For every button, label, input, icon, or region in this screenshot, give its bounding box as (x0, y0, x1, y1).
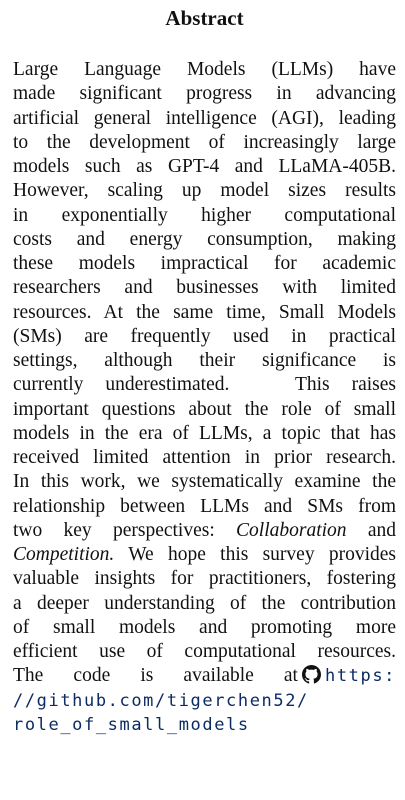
github-icon[interactable] (302, 665, 321, 684)
abstract-line: valuable insights for practitioners, fostering (13, 568, 396, 590)
abstract-line: of small models and promoting more (13, 616, 396, 638)
abstract-line: in exponentially higher computational (13, 204, 396, 226)
perspective-competition: Competition. (13, 544, 115, 565)
abstract-line: models in the era of LLMs, a topic that has (13, 422, 396, 444)
abstract-line: currently underestimated. This raises (13, 374, 396, 396)
abstract-line: received limited attention in prior research. (13, 447, 396, 468)
code-url-part3[interactable]: role_of_small_models (13, 714, 250, 735)
abstract-body (13, 58, 396, 737)
abstract-line: models such as GPT-4 and LLaMA-405B. (13, 156, 396, 177)
perspectives-and: and (346, 519, 396, 541)
abstract-line: important questions about the role of small (13, 398, 396, 420)
code-url-line (13, 689, 396, 713)
perspectives-prefix: two key perspectives: (13, 519, 237, 541)
abstract-line: In this work, we systematically examine the (13, 471, 396, 493)
abstract-line: costs and energy consumption, making (13, 228, 396, 250)
abstract-line: efficient use of computational resources. (13, 641, 396, 662)
abstract-line: artificial general intelligence (AGI), leading (13, 107, 396, 129)
abstract-line: However, scaling up model sizes results (13, 180, 396, 202)
code-url-line (13, 713, 396, 737)
abstract-heading: Abstract (165, 6, 244, 30)
code-availability-line (13, 664, 396, 688)
abstract-line: resources. At the same time, Small Models (13, 301, 396, 323)
abstract-line: to the development of increasingly large (13, 131, 396, 153)
abstract-line-perspectives (13, 519, 396, 543)
perspective-collaboration: Collaboration (236, 519, 347, 541)
abstract-line: relationship between LLMs and SMs from (13, 495, 396, 517)
abstract-line: settings, although their significance is (13, 350, 396, 371)
after-competition: We hope this survey provides (114, 544, 396, 565)
code-url-part1[interactable]: https: (324, 666, 396, 687)
code-prefix: The code is available at (13, 665, 298, 687)
abstract-line: (SMs) are frequently used in practical (13, 325, 396, 347)
abstract-line: these models impractical for academic (13, 253, 396, 274)
abstract-line: researchers and businesses with limited (13, 277, 396, 299)
abstract-line: a deeper understanding of the contribution (13, 592, 396, 614)
abstract-line: Large Language Models (LLMs) have (13, 59, 396, 80)
abstract-line-competition (13, 543, 396, 567)
abstract-line: made significant progress in advancing (13, 83, 396, 105)
code-url-part2[interactable]: //github.com/tigerchen52/ (13, 690, 309, 711)
